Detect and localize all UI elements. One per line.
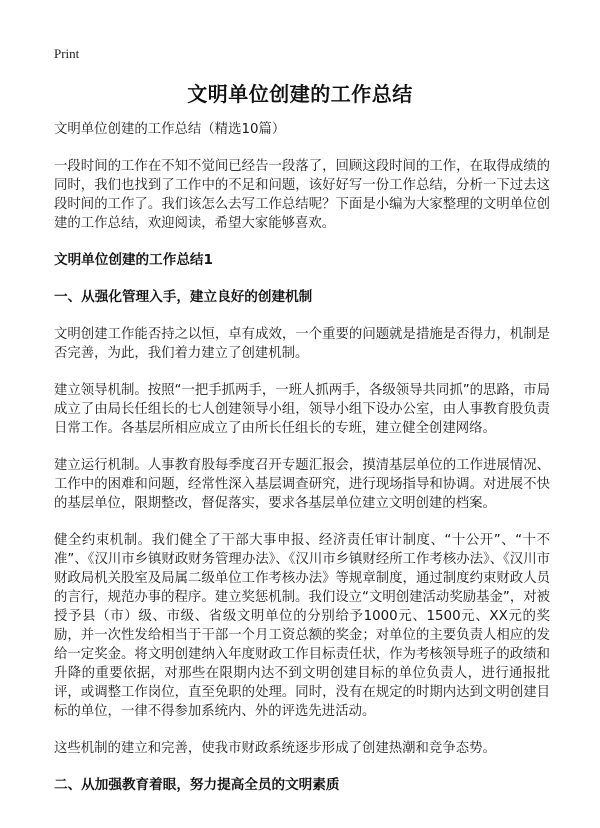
- section-heading: 文明单位创建的工作总结1: [54, 252, 213, 268]
- body-paragraph-2: 建立领导机制。按照“一把手抓两手，一班人抓两手，各级领导共同抓”的思路，市局成立了由局长任组长的七人创建领导小组，领导小组下设办公室，由人事教育股负责日常工作。各基层所相应成立了由所长任组长的专班，建立健全创建网络。: [54, 383, 550, 436]
- part-heading-2: 二、从加强教育着眼，努力提高全员的文明素质: [54, 777, 340, 793]
- body-paragraph-3: 建立运行机制。人事教育股每季度召开专题汇报会，摸清基层单位的工作进展情况、工作中的困难和问题，经常性深入基层调查研究，进行现场指导和协调。对进展不快的基层单位，限期整改，督促落实，要求各基层单位建立文明创建的档案。: [54, 458, 550, 511]
- body-paragraph-1: 文明创建工作能否持之以恒，卓有成效，一个重要的问题就是措施是否得力，机制是否完善，为此，我们着力建立了创建机制。: [54, 327, 550, 361]
- body-paragraph-4: 健全约束机制。我们健全了干部大事申报、经济责任审计制度、“十公开”、“十不准”、《汉川市乡镇财政财务管理办法》、《汉川市乡镇财经所工作考核办法》、《汉川市财政局机关股室及局属二级单位工作考核办法》等规章制度，通过制度约束财政人员的言行，规范办事的程序。建立奖惩机制。我们设立“文明创建活动奖励基金”，对被授予县（市）级、市级、省级文明单位的分别给予1000元、1500元、XX元的奖励，并一次性发给相当于干部一个月工资总额的奖金；对单位的主要负责人相应的发给一定奖金。将文明创建纳入年度财政工作目标责任状，作为考核领导班子的政绩和升降的重要依据，对那些在限期内达不到文明创建目标的单位负责人，进行通报批评，或调整工作岗位，直至免职的处理。同时，没有在规定的时期内达到文明创建目标的单位，一律不得参加系统内、外的评选先进活动。: [54, 533, 550, 719]
- body-paragraph-5: 这些机制的建立和完善，使我市财政系统逐步形成了创建热潮和竞争态势。: [54, 741, 496, 756]
- article-body: [54, 120, 550, 813]
- intro-paragraph: 一段时间的工作在不知不觉间已经告一段落了，回顾这段时间的工作，在取得成绩的同时，我们也找到了工作中的不足和问题，该好好写一份工作总结，分析一下过去这段时间的工作了。我们该怎么去写工作总结呢？下面是小编为大家整理的文明单位创建的工作总结，欢迎阅读，希望大家能够喜欢。: [54, 159, 550, 231]
- article-subtitle: 文明单位创建的工作总结（精选10篇）: [54, 122, 286, 137]
- print-link[interactable]: Print: [54, 46, 80, 61]
- part-heading-1: 一、从强化管理入手，建立良好的创建机制: [54, 289, 313, 305]
- page-title: 文明单位创建的工作总结: [187, 82, 413, 106]
